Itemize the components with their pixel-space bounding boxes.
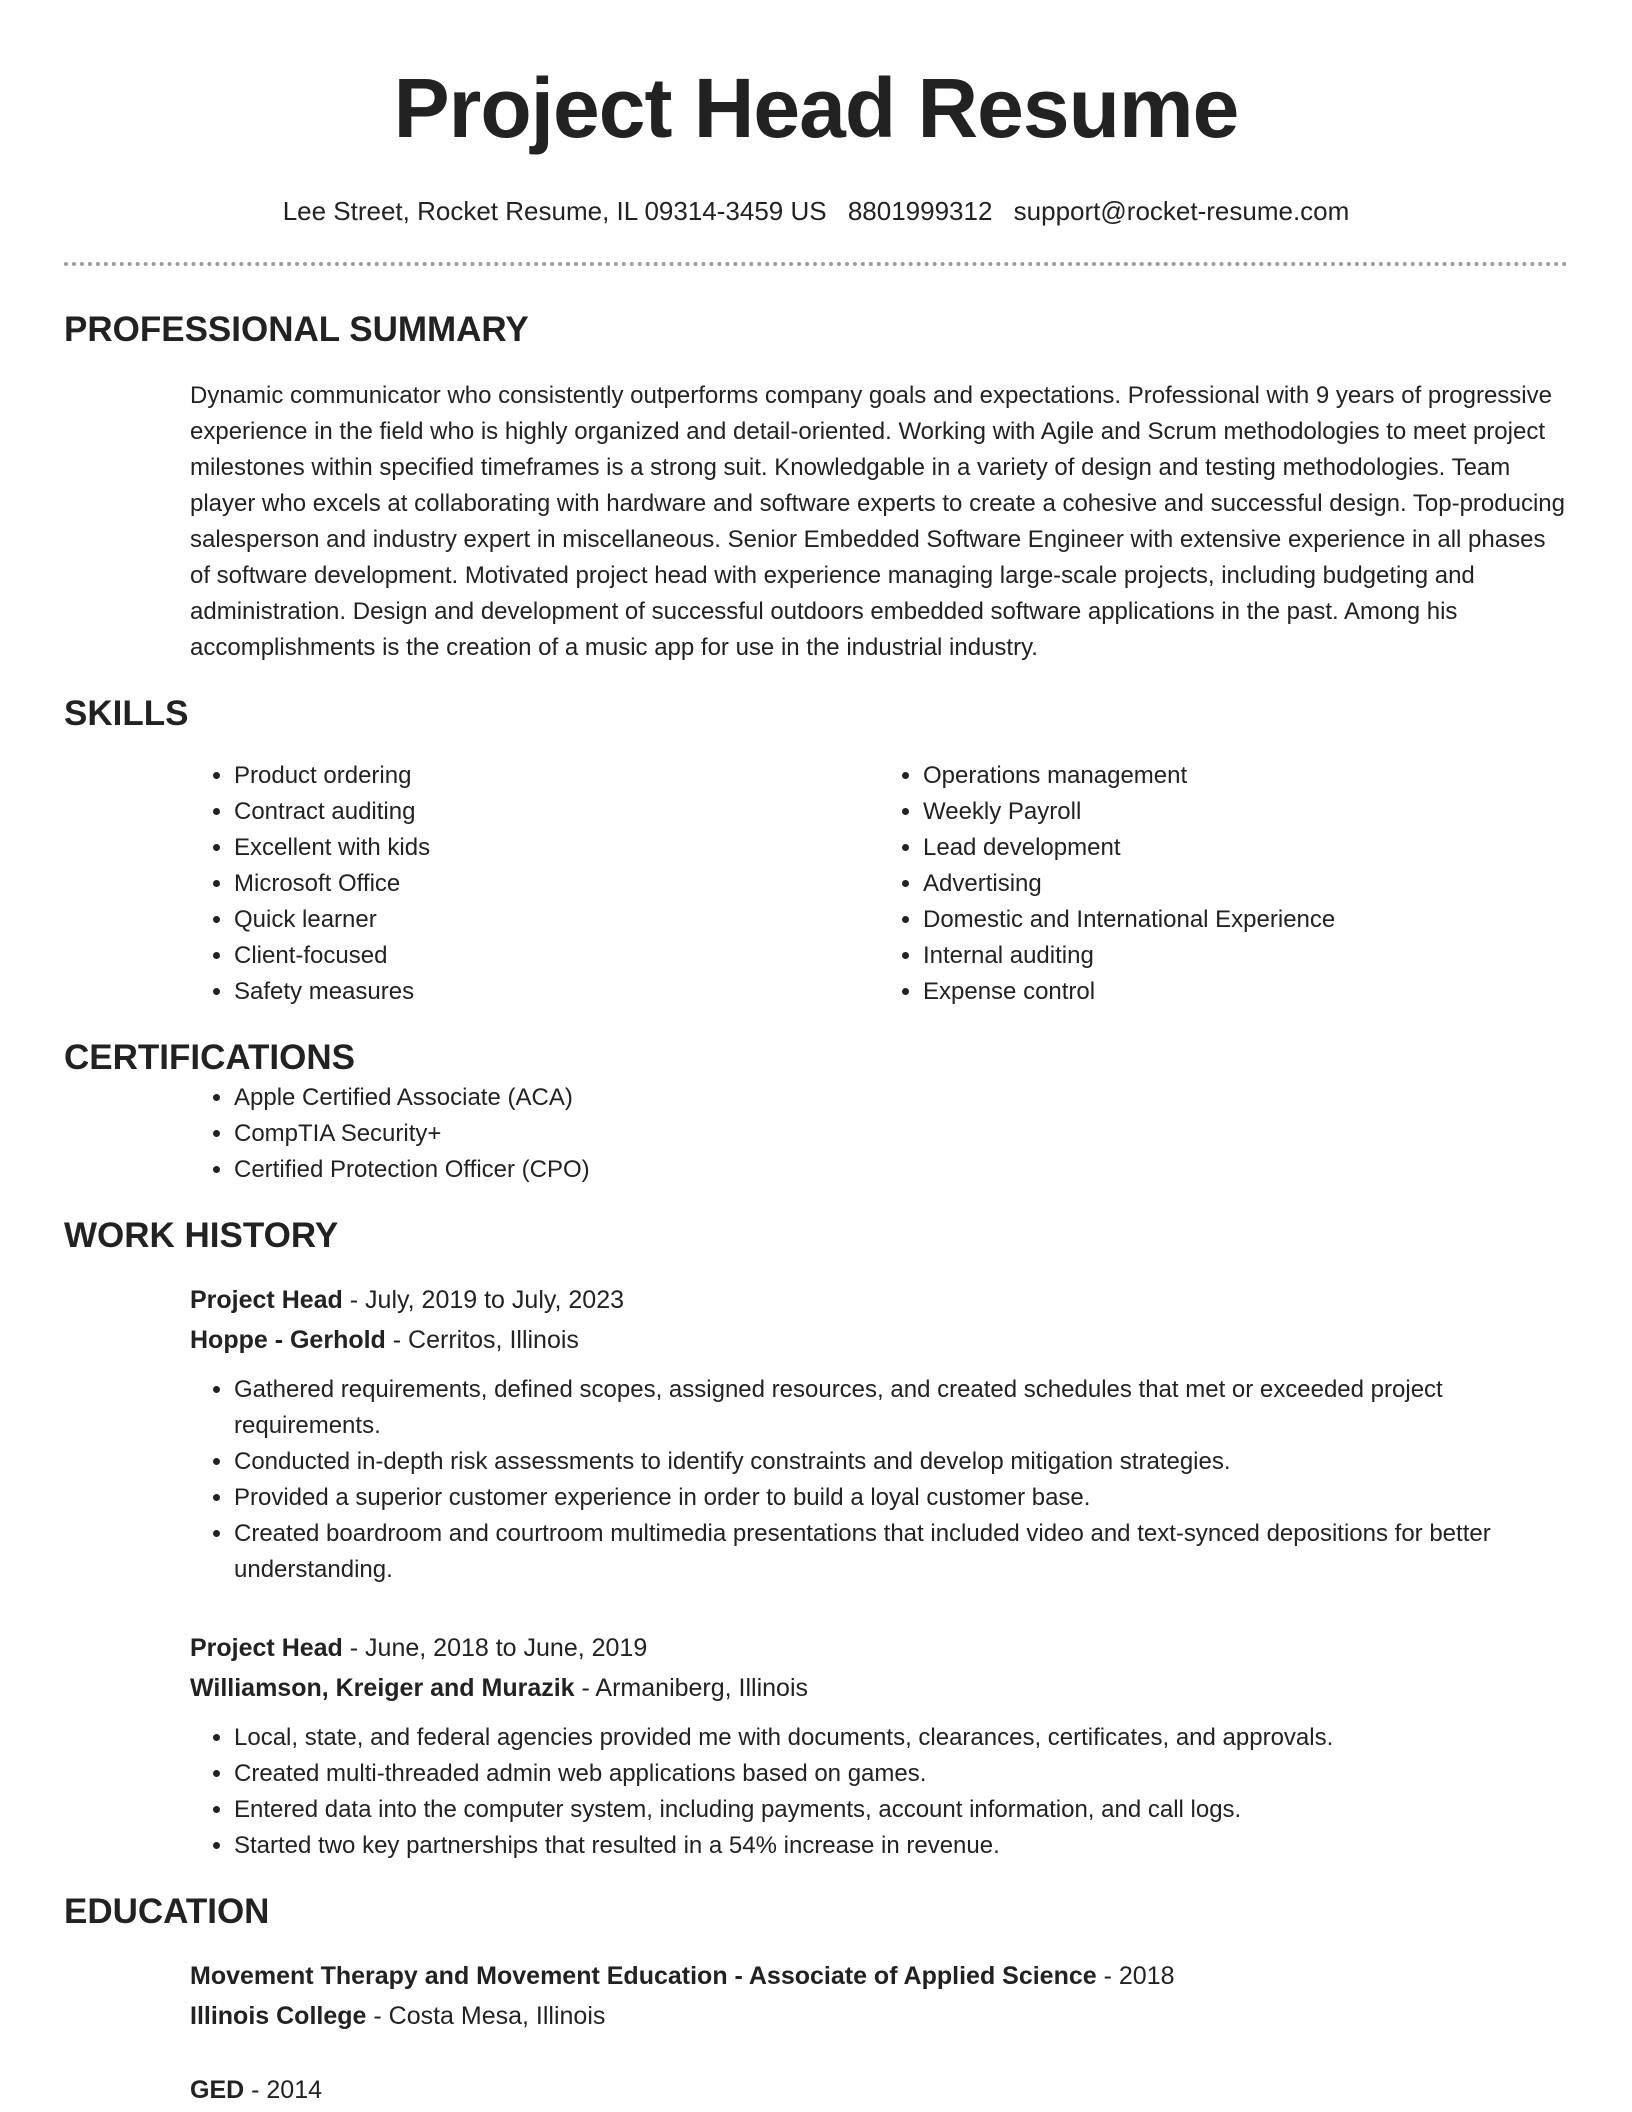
contact-address: Lee Street, Rocket Resume, IL 09314-3459 US — [282, 196, 827, 226]
skill-item: • Quick learner — [234, 902, 879, 938]
contact-email: support@rocket-resume.com — [1013, 196, 1350, 226]
skill-item: • Lead development — [923, 830, 1568, 866]
section-title-skills: SKILLS — [64, 694, 189, 733]
skill-item: • Client-focused — [234, 938, 879, 974]
job-bullet: • Created multi-threaded admin web applications based on games. — [234, 1756, 1568, 1792]
job-bullets — [190, 1720, 1568, 1864]
skill-item: • Microsoft Office — [234, 866, 879, 902]
section-title-certifications: CERTIFICATIONS — [64, 1038, 356, 1077]
job-title-line — [190, 1280, 1568, 1320]
skill-item: • Advertising — [923, 866, 1568, 902]
certification-item: • Apple Certified Associate (ACA) — [234, 1080, 1568, 1116]
section-title-work-history: WORK HISTORY — [64, 1216, 339, 1255]
job-title-line — [190, 1628, 1568, 1668]
certification-item: • Certified Protection Officer (CPO) — [234, 1152, 1568, 1188]
job-bullet: • Created boardroom and courtroom multimedia presentations that included video and text-synced depositions for better understanding. — [234, 1516, 1568, 1588]
job-company-line — [190, 1320, 1568, 1360]
skill-item: • Excellent with kids — [234, 830, 879, 866]
job-dates: - July, 2019 to July, 2023 — [342, 1286, 625, 1314]
skill-item: • Internal auditing — [923, 938, 1568, 974]
skill-item: • Domestic and International Experience — [923, 902, 1568, 938]
education-degree: Movement Therapy and Movement Education - Associate of Applied Science — [190, 1962, 1097, 1990]
job-company-line — [190, 1668, 1568, 1708]
header-divider — [64, 262, 1568, 266]
skill-item: • Safety measures — [234, 974, 879, 1010]
professional-summary-section — [64, 308, 1568, 666]
job-entry — [190, 1280, 1568, 1588]
skills-list-right — [879, 758, 1568, 1010]
job-bullet: • Entered data into the computer system, including payments, account information, and call logs. — [234, 1792, 1568, 1828]
section-title-summary: PROFESSIONAL SUMMARY — [64, 310, 529, 349]
job-role: Project Head — [190, 1634, 343, 1662]
job-bullets — [190, 1372, 1568, 1588]
job-dates: - June, 2018 to June, 2019 — [342, 1634, 648, 1662]
skill-item: • Product ordering — [234, 758, 879, 794]
summary-text: Dynamic communicator who consistently outperforms company goals and expectations. Professional with 9 years of progressive experience in the field who is highly organized and detail-oriented. Working with Agile and Scrum methodologies to meet project milestones within specified timeframes is a strong suit. Knowledgable in a variety of design and testing methodologies. Team player who excels at collaborating with hardware and software experts to create a cohesive and successful design. Top-producing salesperson and industry expert in miscellaneous. Senior Embedded Software Engineer with extensive experience in all phases of software development. Motivated project head with experience managing large-scale projects, including budgeting and administration. Design and development of successful outdoors embedded software applications in the past. Among his accomplishments is the creation of a music app for use in the industrial industry. — [190, 382, 1565, 661]
certifications-section — [64, 1036, 1568, 1188]
job-bullet: • Started two key partnerships that resulted in a 54% increase in revenue. — [234, 1828, 1568, 1864]
education-degree-line — [190, 1956, 1568, 1996]
skill-item: • Contract auditing — [234, 794, 879, 830]
section-title-education: EDUCATION — [64, 1892, 270, 1931]
job-bullet: • Gathered requirements, defined scopes, assigned resources, and created schedules that met or exceeded project requirements. — [234, 1372, 1568, 1444]
job-location: - Cerritos, Illinois — [385, 1326, 579, 1354]
job-company: Williamson, Kreiger and Murazik — [190, 1674, 575, 1702]
work-history-section — [64, 1214, 1568, 1864]
job-company: Hoppe - Gerhold — [190, 1326, 386, 1354]
page-title: Project Head Resume — [393, 61, 1239, 155]
contact-phone: 8801999312 — [847, 196, 993, 226]
education-school-line — [190, 1996, 1568, 2036]
education-degree: GED — [190, 2076, 245, 2104]
job-role: Project Head — [190, 1286, 343, 1314]
certification-item: • CompTIA Security+ — [234, 1116, 1568, 1152]
skill-item: • Expense control — [923, 974, 1568, 1010]
education-school: Illinois College — [190, 2002, 367, 2030]
skills-list-left — [190, 758, 879, 1010]
job-bullet: • Conducted in-depth risk assessments to identify constraints and develop mitigation strategies. — [234, 1444, 1568, 1480]
job-bullet: • Local, state, and federal agencies provided me with documents, clearances, certificates, and approvals. — [234, 1720, 1568, 1756]
contact-info — [64, 194, 1568, 228]
job-location: - Armaniberg, Illinois — [574, 1674, 809, 1702]
certifications-list — [190, 1080, 1568, 1188]
job-entry — [190, 1628, 1568, 1864]
education-entry — [190, 1956, 1568, 2036]
education-year: - 2014 — [244, 2076, 323, 2104]
education-degree-line — [190, 2070, 1568, 2110]
skill-item: • Weekly Payroll — [923, 794, 1568, 830]
education-entry — [190, 2070, 1568, 2110]
job-bullet: • Provided a superior customer experience in order to build a loyal customer base. — [234, 1480, 1568, 1516]
skills-section — [64, 692, 1568, 1010]
education-section — [64, 1890, 1568, 2110]
skill-item: • Operations management — [923, 758, 1568, 794]
education-location: - Costa Mesa, Illinois — [366, 2002, 606, 2030]
education-year: - 2018 — [1096, 1962, 1175, 1990]
